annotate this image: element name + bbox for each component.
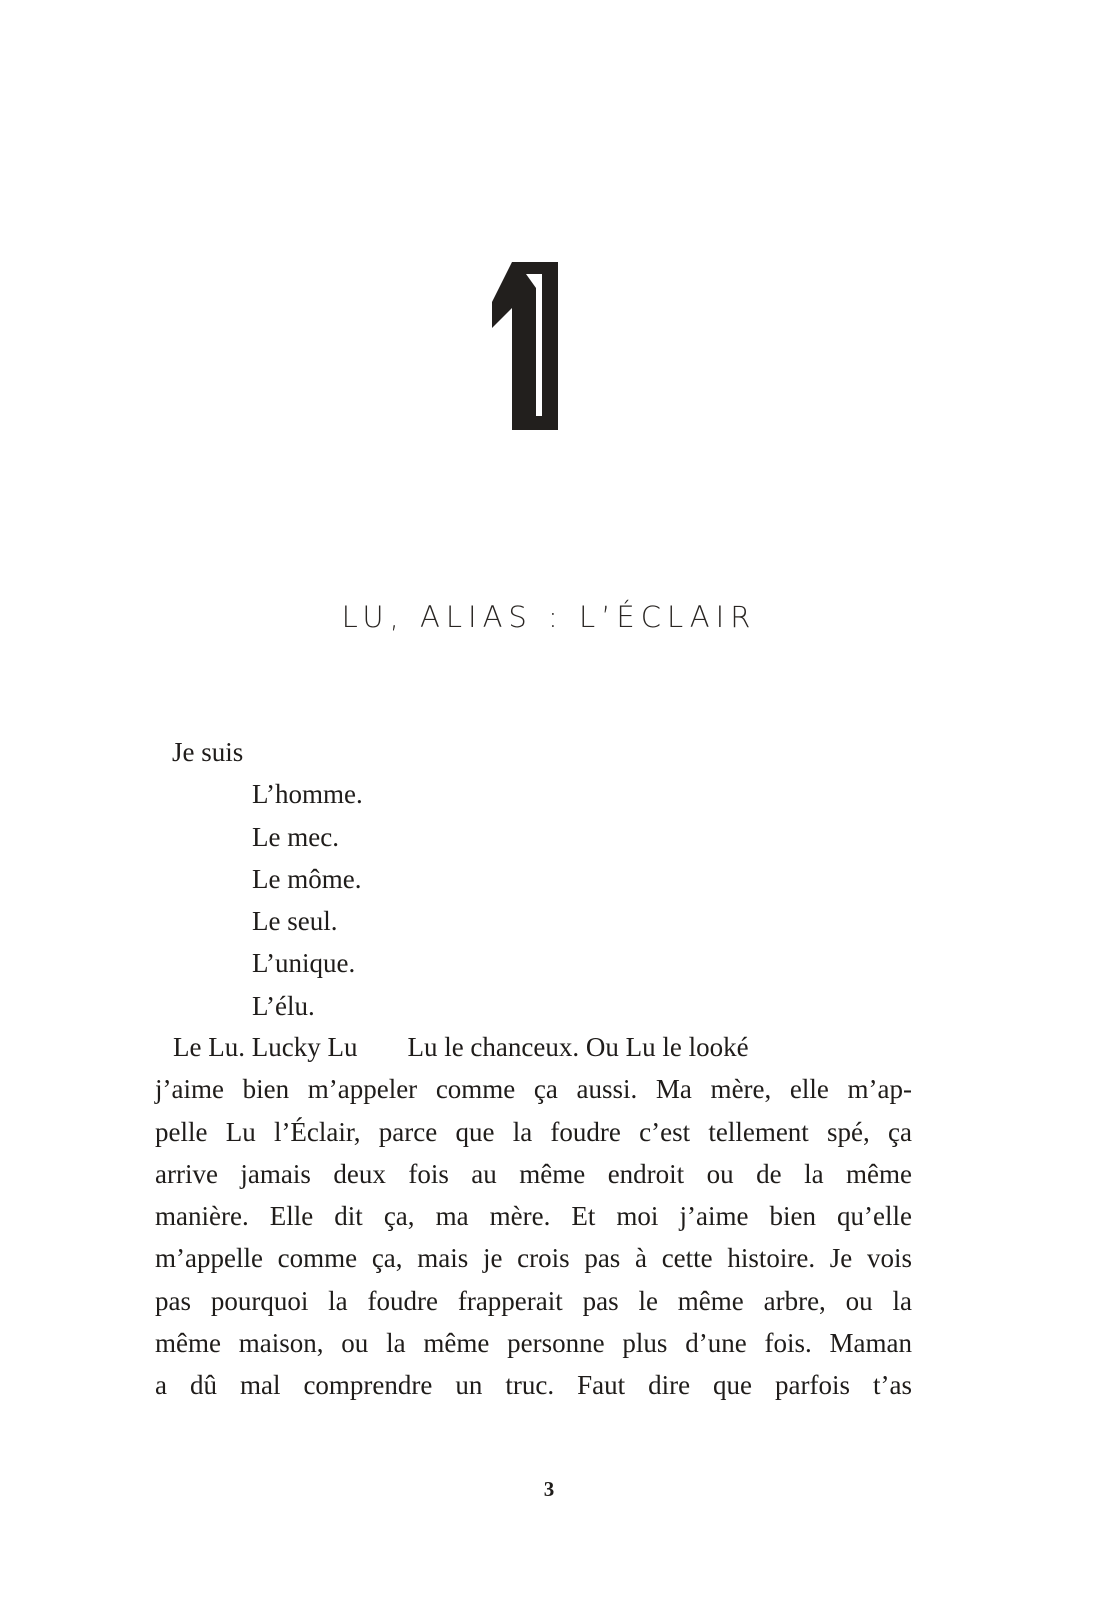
page-number: 3 [543, 1477, 555, 1501]
chapter-title: LU, ALIAS : L’ÉCLAIR [341, 600, 757, 634]
poem-line: L’élu. [252, 990, 315, 1021]
paragraph-line: pelle Lu l’Éclair, parce que la foudre c’est tellement spé, ça [155, 1116, 912, 1147]
chapter-number-glyph [478, 262, 590, 430]
paragraph-first-line-end: Lu le chanceux. Ou Lu le looké [407, 1032, 749, 1062]
poem [160, 731, 363, 1027]
poem-line: L’homme. [252, 779, 363, 810]
paragraph-line: même maison, ou la même personne plus d’une fois. Maman [155, 1328, 912, 1359]
paragraph-line: m’appelle comme ça, mais je crois pas à cette histoire. Je vois [155, 1243, 912, 1274]
poem-line: L’unique. [252, 948, 356, 979]
poem-line: Le seul. [252, 906, 338, 937]
paragraph-line: j’aime bien m’appeler comme ça aussi. Ma mère, elle m’ap- [155, 1074, 912, 1105]
paragraph-line: a dû mal comprendre un truc. Faut dire que parfois t’as [155, 1370, 912, 1401]
poem-line: Le mec. [252, 821, 339, 852]
body-paragraph [155, 1026, 912, 1407]
paragraph-line: arrive jamais deux fois au même endroit ou de la même [155, 1158, 912, 1189]
poem-opening-line: Je suis [172, 737, 244, 767]
paragraph-first-line-start: Le Lu. Lucky Lu [173, 1032, 358, 1062]
paragraph-line: manière. Elle dit ça, ma mère. Et moi j’aime bien qu’elle [155, 1201, 912, 1232]
paragraph-line: pas pourquoi la foudre frapperait pas le même arbre, ou la [155, 1285, 912, 1316]
paragraph-first-line [155, 1026, 912, 1068]
poem-line: Le môme. [252, 863, 362, 894]
chapter-number [478, 262, 590, 430]
